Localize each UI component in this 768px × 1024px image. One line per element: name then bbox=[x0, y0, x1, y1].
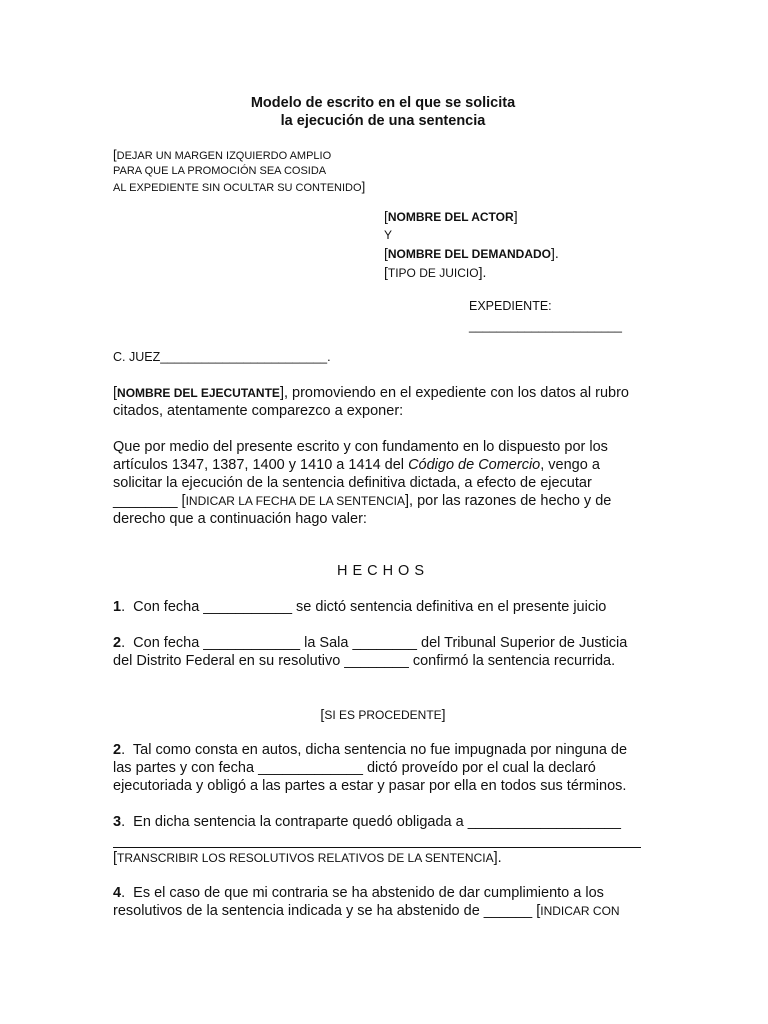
fact-item-2b: 2. Tal como consta en autos, dicha sentencia no fue impugnada por ninguna de las partes y con fecha _____________ dictó proveído por el cual la declaró ejecutoriada y obligó a las partes a estar y pasar por ella en todos sus términos. bbox=[113, 741, 653, 795]
fact-3-note: [TRANSCRIBIR LOS RESOLUTIVOS RELATIVOS DE LA SENTENCIA]. bbox=[113, 850, 502, 866]
case-file-label: EXPEDIENTE: bbox=[469, 299, 552, 313]
indicate-placeholder: INDICAR CON bbox=[540, 904, 620, 918]
body-line-1: Que por medio del presente escrito y con fundamento en lo dispuesto por los bbox=[113, 439, 608, 455]
executor-name-placeholder: NOMBRE DEL EJECUTANTE bbox=[117, 386, 280, 400]
fact-text: Con fecha ___________ se dictó sentencia definitiva en el presente juicio bbox=[133, 599, 607, 615]
blank-full-line bbox=[113, 833, 641, 848]
case-file-block bbox=[469, 296, 622, 336]
intro-paragraph: [NOMBRE DEL EJECUTANTE], promoviendo en el expediente con los datos al rubro citados, atentamente comparezco a exponer: bbox=[113, 384, 653, 420]
case-file-blank: ______________________ bbox=[469, 319, 622, 333]
fact-item-3: 3. En dicha sentencia la contraparte quedó obligada a ___________________ bbox=[113, 814, 621, 830]
margin-note-line-2: PARA QUE LA PROMOCIÓN SEA COSIDA bbox=[113, 165, 327, 177]
margin-instruction-note: [DEJAR UN MARGEN IZQUIERDO AMPLIO PARA QUE LA PROMOCIÓN SEA COSIDA AL EXPEDIENTE SIN OCULTAR SU CONTENIDO] bbox=[113, 147, 366, 194]
body-line-5: derecho que a continuación hago valer: bbox=[113, 511, 367, 527]
body-line-3: solicitar la ejecución de la sentencia definitiva dictada, a efecto de ejecutar bbox=[113, 475, 592, 491]
fact-number: 4 bbox=[113, 885, 122, 901]
parties-conjunction: Y bbox=[384, 228, 393, 242]
fact-item-4: 4. Es el caso de que mi contraria se ha abstenido de dar cumplimiento a los resolutivos de la sentencia indicada y se ha abstenido de ______ [INDICAR CON bbox=[113, 885, 620, 919]
body-line-2b: , vengo a bbox=[540, 457, 600, 473]
fact-item-1: 1. Con fecha ___________ se dictó sentencia definitiva en el presente juicio bbox=[113, 599, 607, 615]
defendant-name-placeholder: NOMBRE DEL DEMANDADO bbox=[387, 247, 552, 261]
parties-block: [NOMBRE DEL ACTOR] Y [NOMBRE DEL DEMANDADO]. [TIPO DE JUICIO]. bbox=[384, 208, 559, 280]
body-line-2a: artículos 1347, 1387, 1400 y 1410 a 1414 del bbox=[113, 457, 409, 473]
fact-item-2: 2. Con fecha ____________ la Sala ________ del Tribunal Superior de Justicia del Distrito Federal en su resolutivo ________ confirmó la sentencia recurrida. bbox=[113, 634, 653, 670]
trial-type-placeholder: TIPO DE JUICIO bbox=[387, 266, 479, 280]
transcribe-placeholder: TRANSCRIBIR LOS RESOLUTIVOS RELATIVOS DE LA SENTENCIA bbox=[117, 851, 494, 865]
title-line-1: Modelo de escrito en el que se solicita bbox=[250, 95, 516, 111]
body-line-4a: ________ [ bbox=[113, 493, 186, 509]
intro-text-2: citados, atentamente comparezco a exponer: bbox=[113, 403, 404, 419]
fact-text: ejecutoriada y obligó a las partes a estar y pasar por ella en todos sus términos. bbox=[113, 778, 627, 794]
fact-number: 2 bbox=[113, 635, 122, 651]
if-applicable-text: SI ES PROCEDENTE bbox=[324, 708, 442, 722]
fact-text: del Distrito Federal en su resolutivo ________ confirmó la sentencia recurrida. bbox=[113, 653, 616, 669]
fact-text: las partes y con fecha _____________ dictó proveído por el cual la declaró bbox=[113, 760, 596, 776]
fact-text: Con fecha ____________ la Sala ________ del Tribunal Superior de Justicia bbox=[133, 635, 628, 651]
fact-number: 2 bbox=[113, 742, 122, 758]
body-paragraph bbox=[113, 438, 653, 528]
fact-text: resolutivos de la sentencia indicada y se ha abstenido de ______ [ bbox=[113, 903, 541, 919]
actor-name-placeholder: NOMBRE DEL ACTOR bbox=[387, 210, 514, 224]
fact-text: En dicha sentencia la contraparte quedó obligada a ___________________ bbox=[133, 814, 621, 830]
if-applicable-note: [SI ES PROCEDENTE] bbox=[320, 706, 446, 722]
facts-heading: HECHOS bbox=[336, 563, 430, 579]
fact-text: Tal como consta en autos, dicha sentencia no fue impugnada por ninguna de bbox=[132, 742, 628, 758]
margin-note-line-3: AL EXPEDIENTE SIN OCULTAR SU CONTENIDO bbox=[113, 182, 362, 194]
fact-number: 1 bbox=[113, 599, 122, 615]
document-title bbox=[113, 94, 653, 130]
code-reference: Código de Comercio bbox=[408, 457, 541, 473]
margin-note-line-1: DEJAR UN MARGEN IZQUIERDO AMPLIO bbox=[116, 150, 332, 162]
title-line-2: la ejecución de una sentencia bbox=[280, 113, 486, 129]
sentence-date-placeholder: INDICAR LA FECHA DE LA SENTENCIA bbox=[185, 494, 405, 508]
fact-text: Es el caso de que mi contraria se ha abstenido de dar cumplimiento a los bbox=[133, 885, 604, 901]
intro-text-1: ], promoviendo en el expediente con los datos al rubro bbox=[279, 385, 629, 401]
body-line-4b: ], por las razones de hecho y de bbox=[404, 493, 612, 509]
fact-number: 3 bbox=[113, 814, 122, 830]
judge-address: C. JUEZ________________________. bbox=[113, 350, 331, 364]
